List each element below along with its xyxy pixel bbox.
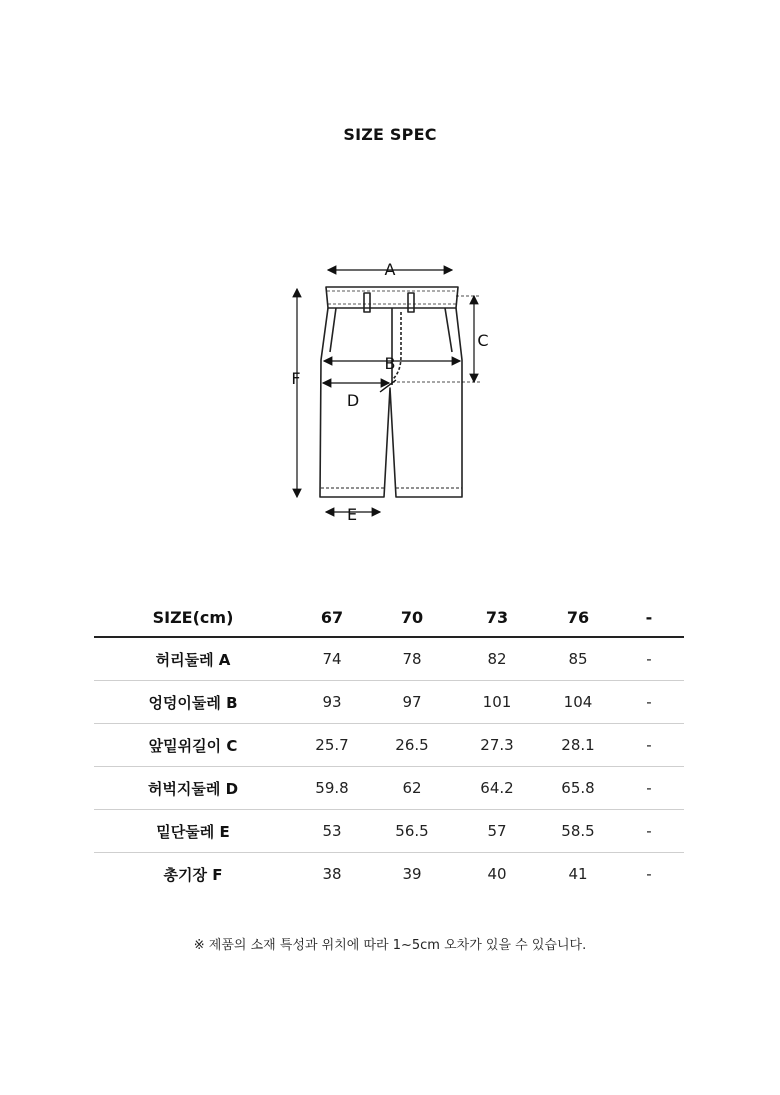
table-cell: 40 (487, 865, 507, 883)
table-row (94, 637, 684, 681)
table-cell: 78 (372, 637, 452, 681)
table-cell: 28.1 (542, 724, 614, 767)
label-d: D (346, 391, 360, 410)
size-column-header: 67 (292, 598, 372, 637)
table-cell: 27.3 (452, 724, 542, 767)
table-cell: - (614, 681, 684, 724)
size-column-header: - (614, 598, 684, 637)
table-cell: 26.5 (372, 724, 452, 767)
row-label: 앞밑위길이 C (94, 724, 292, 767)
table-cell: 85 (542, 637, 614, 681)
shorts-outline (320, 287, 462, 497)
table-cell: - (614, 767, 684, 810)
label-a: A (384, 260, 396, 279)
table-cell: 101 (452, 681, 542, 724)
table-row (94, 810, 684, 853)
table-row (94, 853, 684, 896)
table-header-row (94, 598, 684, 637)
tolerance-note: ※ 제품의 소재 특성과 위치에 따라 1~5cm 오차가 있을 수 있습니다. (193, 938, 587, 953)
table-row (94, 767, 684, 810)
size-column-header: 76 (542, 598, 614, 637)
page-title: SIZE SPEC (343, 125, 437, 144)
table-cell: 74 (292, 637, 372, 681)
table-cell: 104 (542, 681, 614, 724)
table-cell: 93 (292, 681, 372, 724)
table-cell: 41 (568, 865, 588, 883)
table-row (94, 681, 684, 724)
table-cell: - (614, 810, 684, 853)
table-cell: - (614, 637, 684, 681)
label-c: C (477, 331, 489, 350)
table-cell: 57 (452, 810, 542, 853)
table-cell: 38 (322, 865, 342, 883)
table-cell: - (614, 724, 684, 767)
table-cell: 97 (372, 681, 452, 724)
size-spec-table (94, 598, 684, 895)
table-cell: 25.7 (292, 724, 372, 767)
table-cell: 39 (402, 865, 422, 883)
table-cell: 56.5 (372, 810, 452, 853)
row-label: 엉덩이둘레 B (94, 681, 292, 724)
table-cell: 62 (372, 767, 452, 810)
table-cell: 58.5 (542, 810, 614, 853)
label-e: E (346, 505, 358, 524)
table-row (94, 724, 684, 767)
row-label: 허벅지둘레 D (94, 767, 292, 810)
row-label: 허리둘레 A (94, 637, 292, 681)
size-column-header: 70 (372, 598, 452, 637)
measurement-lines (297, 270, 480, 512)
table-cell: 53 (292, 810, 372, 853)
size-header-label: SIZE(cm) (94, 598, 292, 637)
table-cell: 65.8 (542, 767, 614, 810)
row-label: 밑단둘레 E (94, 810, 292, 853)
row-label: 총기장 F (163, 865, 223, 884)
table-cell: 82 (452, 637, 542, 681)
label-b: B (384, 354, 396, 373)
table-cell: 59.8 (292, 767, 372, 810)
label-f: F (291, 369, 301, 388)
table-cell: - (646, 865, 652, 883)
size-column-header: 73 (452, 598, 542, 637)
table-cell: 64.2 (452, 767, 542, 810)
